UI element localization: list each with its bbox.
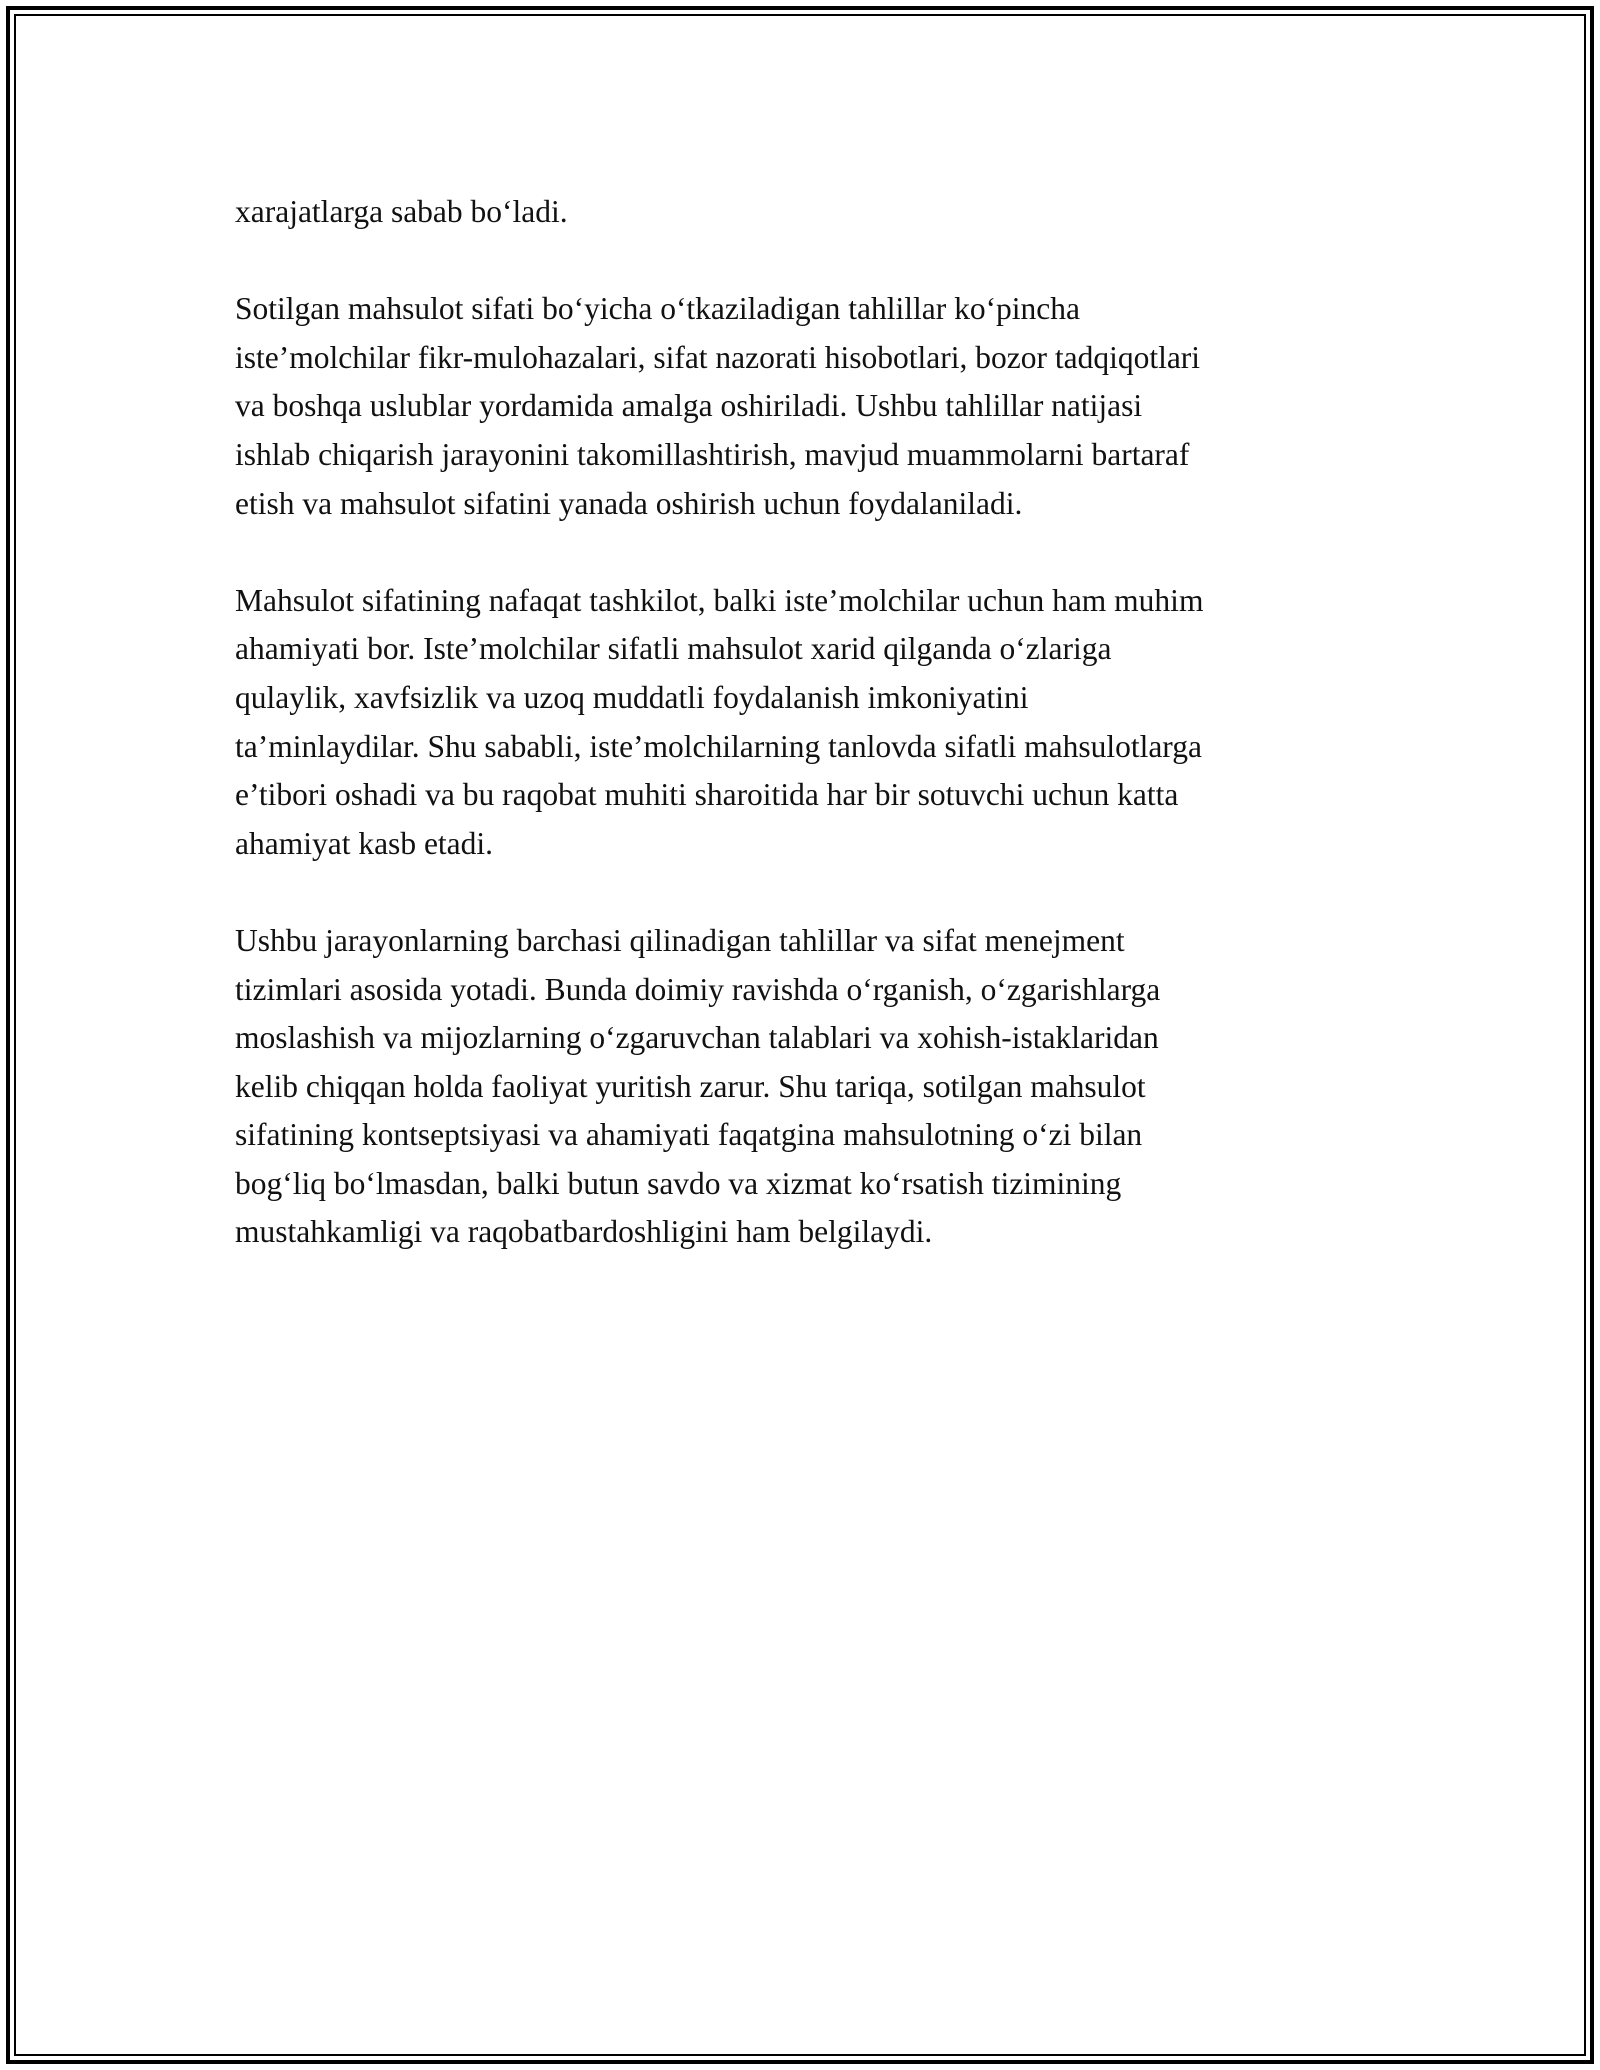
paragraph-4: Ushbu jarayonlarning barchasi qilinadigan tahlillar va sifat menejment tizimlari asosida yotadi. Bunda doimiy ravishda o‘rganish, o‘zgarishlarga moslashish va mijozlarning o‘zgaruvchan talablari va xohish-istaklaridan kelib chiqqan holda faoliyat yuritish zarur. Shu tariqa, sotilgan mahsulot sifatining kontseptsiyasi va ahamiyati faqatgina mahsulotning o‘zi bilan bog‘liq bo‘lmasdan, balki butun savdo va xizmat ko‘rsatish tizimining mustahkamligi va raqobatbardoshligini ham belgilaydi. [235,922,1161,1250]
paragraph-3: Mahsulot sifatining nafaqat tashkilot, balki iste’molchilar uchun ham muhim ahamiyati bor. Iste’molchilar sifatli mahsulot xarid qilganda o‘zlariga qulaylik, xavfsizlik va uzoq muddatli foydalanish imkoniyatini ta’minlaydilar. Shu sababli, iste’molchilarning tanlovda sifatli mahsulotlarga e’tibori oshadi va bu raqobat muhiti sharoitida har bir sotuvchi uchun katta ahamiyat kasb etadi. [235,582,1204,861]
paragraph-1: xarajatlarga sabab bo‘ladi. [235,194,568,229]
document-body [235,188,1385,1306]
paragraph-2: Sotilgan mahsulot sifati bo‘yicha o‘tkaziladigan tahlillar ko‘pincha iste’molchilar fikr-mulohazalari, sifat nazorati hisobotlari, bozor tadqiqotlari va boshqa uslublar yordamida amalga oshiriladi. Ushbu tahlillar natijasi ishlab chiqarish jarayonini takomillashtirish, mavjud muammolarni bartaraf etish va mahsulot sifatini yanada oshirish uchun foydalaniladi. [235,291,1201,521]
